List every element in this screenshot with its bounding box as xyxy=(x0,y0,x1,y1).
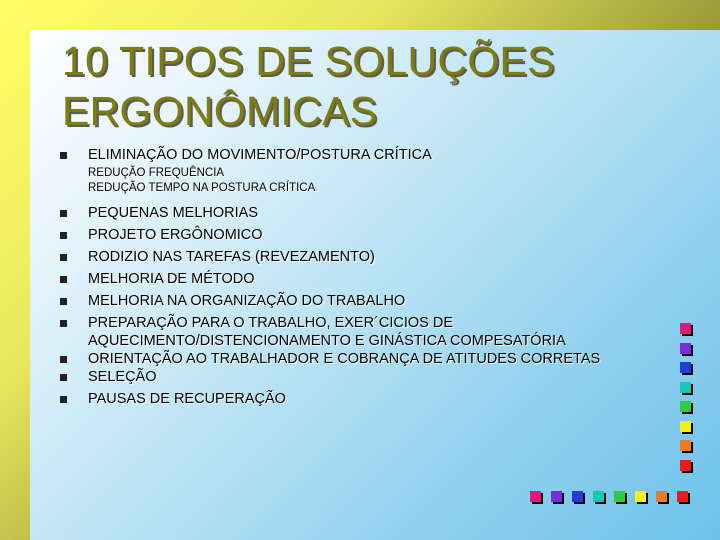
sublist-item: REDUÇÃO FREQUÊNCIA xyxy=(88,167,225,179)
decorative-square-icon xyxy=(680,362,691,373)
list-item-text: PREPARAÇÃO PARA O TRABALHO, EXER´CICIOS DE AQUECIMENTO/DISTENCIONAMENTO E GINÁSTICA COMPESATÓRIA xyxy=(88,315,566,349)
list-item xyxy=(60,270,660,288)
square-bullet-icon xyxy=(60,254,67,261)
decorative-square-icon xyxy=(680,440,691,451)
list-item xyxy=(60,292,660,310)
decorative-square-icon xyxy=(656,491,667,502)
square-bullet-icon xyxy=(60,298,67,305)
decorative-square-icon xyxy=(614,491,625,502)
square-bullet-icon xyxy=(60,232,67,239)
decorative-square-icon xyxy=(572,491,583,502)
decorative-square-icon xyxy=(680,460,691,471)
list-item xyxy=(60,248,660,266)
list-item-text: ELIMINAÇÃO DO MOVIMENTO/POSTURA CRÍTICA xyxy=(88,147,432,163)
list-item xyxy=(60,226,660,244)
solutions-list xyxy=(60,146,660,408)
list-item xyxy=(60,314,660,350)
square-bullet-icon xyxy=(60,152,67,159)
list-item xyxy=(60,368,660,386)
decorative-square-icon xyxy=(680,421,691,432)
list-item xyxy=(60,390,660,408)
list-item-text: PROJETO ERGÔNOMICO xyxy=(88,227,263,243)
list-item-text: SELEÇÃO xyxy=(88,369,157,385)
decorative-square-icon xyxy=(680,343,691,354)
slide-title xyxy=(62,36,682,136)
decorative-square-icon xyxy=(635,491,646,502)
decorative-square-icon xyxy=(593,491,604,502)
list-item-text: MELHORIA NA ORGANIZAÇÃO DO TRABALHO xyxy=(88,293,406,309)
list-item-text: ORIENTAÇÃO AO TRABALHADOR E COBRANÇA DE ATITUDES CORRETAS xyxy=(88,351,601,367)
decorative-square-icon xyxy=(680,401,691,412)
list-item xyxy=(60,146,660,164)
decorative-square-icon xyxy=(680,323,691,334)
decorative-square-icon xyxy=(677,491,688,502)
square-bullet-icon xyxy=(60,276,67,283)
decorative-square-icon xyxy=(551,491,562,502)
list-item-text: PAUSAS DE RECUPERAÇÃO xyxy=(88,391,286,407)
title-line-1: 10 TIPOS DE SOLUÇÕES xyxy=(62,38,555,84)
list-item-text: PEQUENAS MELHORIAS xyxy=(88,205,259,221)
decorative-square-icon xyxy=(530,491,541,502)
square-bullet-icon xyxy=(60,396,67,403)
sublist-item: REDUÇÃO TEMPO NA POSTURA CRÍTICA xyxy=(88,182,316,194)
list-item xyxy=(60,204,660,222)
square-bullet-icon xyxy=(60,374,67,381)
list-item-text: MELHORIA DE MÉTODO xyxy=(88,271,255,287)
title-line-2: ERGONÔMICAS xyxy=(62,88,378,134)
decorative-square-icon xyxy=(680,382,691,393)
square-bullet-icon xyxy=(60,356,67,363)
square-bullet-icon xyxy=(60,210,67,217)
square-bullet-icon xyxy=(60,320,67,327)
sublist xyxy=(60,166,660,196)
list-item-text: RODIZIO NAS TAREFAS (REVEZAMENTO) xyxy=(88,249,375,265)
list-item xyxy=(60,350,660,368)
